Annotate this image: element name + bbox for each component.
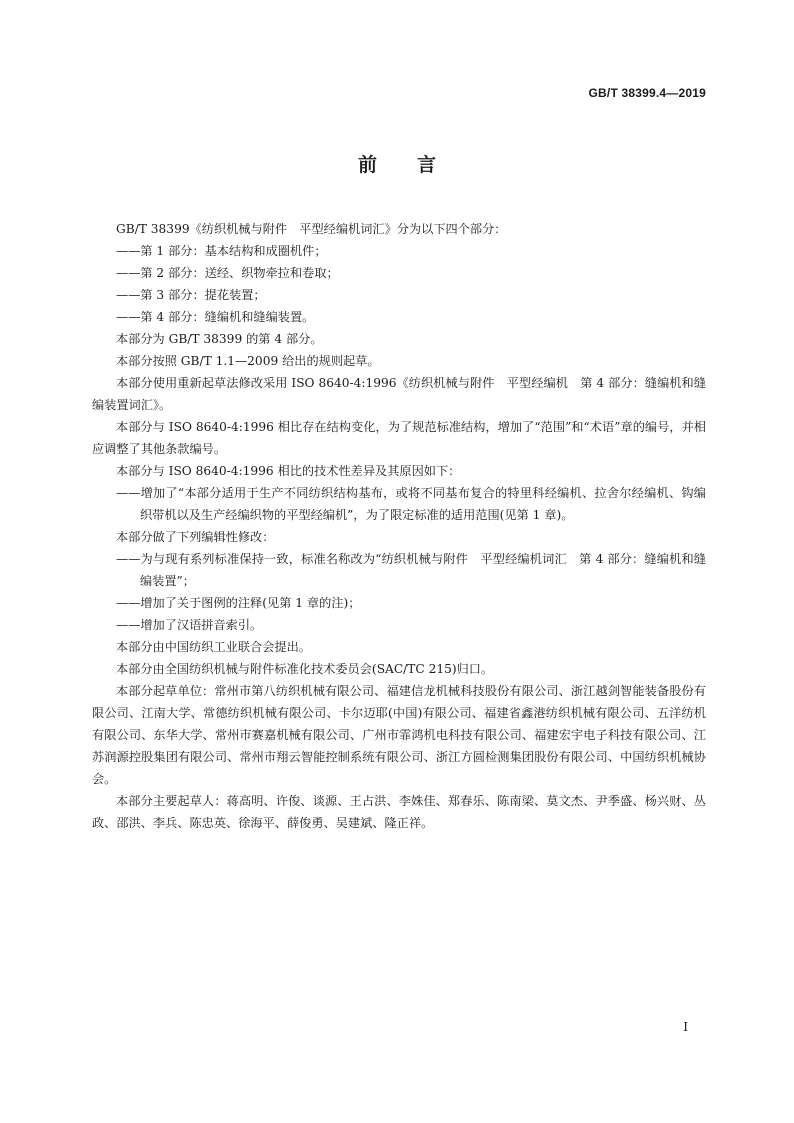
paragraph: 本部分与 ISO 8640-4:1996 相比的技术性差异及其原因如下：: [116, 464, 461, 478]
paragraph: 本部分由中国纺织工业联合会提出。: [116, 640, 311, 654]
page-number: I: [683, 1020, 688, 1034]
paragraph: 本部分由全国纺织机械与附件标准化技术委员会(SAC/TC 215)归口。: [116, 662, 494, 676]
standard-code: GB/T 38399.4—2019: [588, 86, 706, 100]
list-item: ——第 3 部分：提花装置；: [116, 288, 266, 302]
paragraph: 本部分按照 GB/T 1.1—2009 给出的规则起草。: [116, 354, 380, 368]
title-char-1: 前: [357, 154, 377, 176]
foreword-body: [92, 218, 706, 834]
paragraph: GB/T 38399《纺织机械与附件 平型经编机词汇》分为以下四个部分：: [116, 222, 507, 236]
paragraph: 本部分为 GB/T 38399 的第 4 部分。: [116, 332, 323, 346]
title-char-2: 言: [417, 154, 437, 176]
paragraph: 本部分使用重新起草法修改采用 ISO 8640-4:1996《纺织机械与附件 平型经编机 第 4 部分：缝编机和缝编装置词汇》。: [92, 376, 706, 412]
list-item: ——第 2 部分：送经、织物牵拉和卷取；: [116, 266, 339, 280]
list-item: ——第 1 部分：基本结构和成圈机件；: [116, 244, 327, 258]
paragraph-drafters: 本部分主要起草人：蒋高明、许俊、谈源、王占洪、李姝佳、郑春乐、陈南梁、莫文杰、尹季盛、杨兴财、丛政、邵洪、李兵、陈忠英、徐海平、薛俊勇、吴建斌、隆正祥。: [92, 794, 706, 830]
paragraph: 本部分与 ISO 8640-4:1996 相比存在结构变化，为了规范标准结构，增加了“范围”和“术语”章的编号，并相应调整了其他条款编号。: [92, 420, 706, 456]
paragraph-drafting-units: 本部分起草单位：常州市第八纺织机械有限公司、福建信龙机械科技股份有限公司、浙江越剑智能装备股份有限公司、江南大学、常德纺织机械有限公司、卡尔迈耶(中国)有限公司、福建省鑫港纺织机械有限公司、五洋纺机有限公司、东华大学、常州市赛嘉机械有限公司、广州市霏鸿机电科技有限公司、福建宏宇电子科技有限公司、江苏润源控股集团有限公司、常州市翔云智能控制系统有限公司、浙江方圆检测集团股份有限公司、中国纺织机械协会。: [92, 684, 706, 786]
list-item: ——增加了汉语拼音索引。: [116, 618, 263, 632]
paragraph: 本部分做了下列编辑性修改：: [116, 530, 275, 544]
list-item: ——第 4 部分：缝编机和缝编装置。: [116, 310, 315, 324]
page-title: [0, 150, 794, 177]
list-item: ——增加了关于图例的注释(见第 1 章的注)；: [116, 596, 361, 610]
list-item: ——为与现有系列标准保持一致，标准名称改为“纺织机械与附件 平型经编机词汇 第 4 部分：缝编机和缝编装置”；: [116, 552, 706, 588]
list-item: ——增加了“本部分适用于生产不同纺织结构基布，或将不同基布复合的特里科经编机、拉舍尔经编机、钩编织带机以及生产经编织物的平型经编机”，为了限定标准的适用范围(见第 1 章)。: [116, 486, 706, 522]
